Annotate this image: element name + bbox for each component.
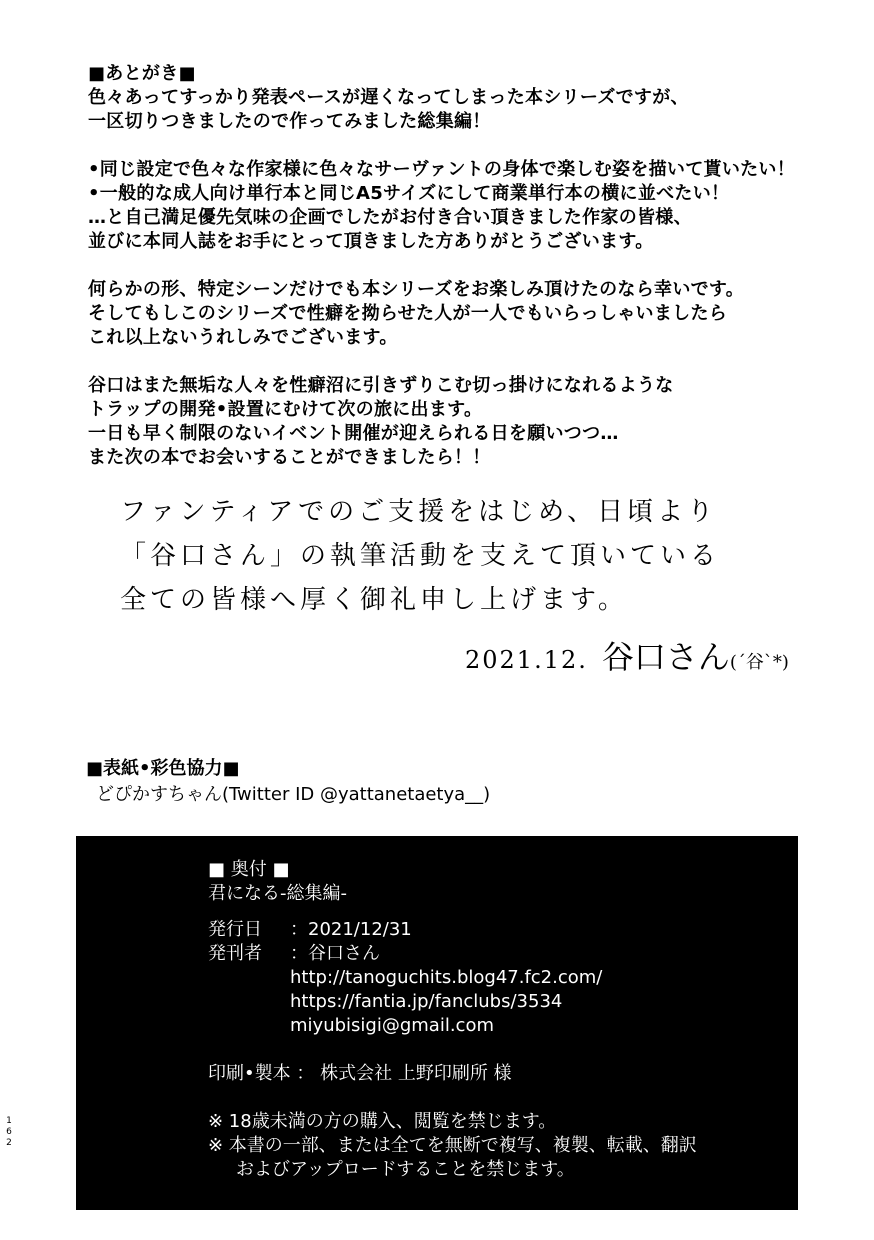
afterword-line: •一般的な成人向け単行本と同じA5サイズにして商業単行本の横に並べたい！	[88, 183, 730, 204]
colophon-publisher-row	[208, 942, 697, 966]
printer-value: 株式会社 上野印刷所 様	[320, 1063, 512, 1084]
colophon-heading: ■ 奥付 ■	[208, 859, 290, 880]
signature-date: 2021.12.	[465, 646, 588, 674]
colophon-date-row	[208, 918, 697, 942]
date-label: 発行日	[208, 919, 262, 940]
fantia-link[interactable]: https://fantia.jp/fanclubs/3534	[290, 991, 563, 1012]
afterword-line: 一日も早く制限のないイベント開催が迎えられる日を願いつつ…	[88, 423, 619, 444]
afterword-line: …と自己満足優先気味の企画でしたがお付き合い頂きました作家の皆様、	[88, 207, 692, 228]
handwritten-line: 全ての皆様へ厚く御礼申し上げます。	[120, 585, 628, 615]
afterword	[88, 62, 848, 470]
afterword-line: 色々あってすっかり発表ペースが遅くなってしまった本シリーズですが、	[88, 87, 689, 108]
credits-heading: ■表紙•彩色協力■	[86, 758, 240, 779]
publisher-label: 発刊者	[208, 943, 262, 964]
blog-link[interactable]: http://tanoguchits.blog47.fc2.com/	[290, 967, 603, 988]
afterword-line: トラップの開発•設置にむけて次の旅に出ます。	[88, 399, 483, 420]
afterword-line: また次の本でお会いすることができましたら！！	[88, 447, 491, 468]
signature	[465, 632, 789, 678]
afterword-line: 並びに本同人誌をお手にとって頂きました方ありがとうございます。	[88, 231, 654, 252]
cover-credits	[86, 756, 490, 808]
handwritten-line: ファンティアでのご支援をはじめ、日頃より	[120, 497, 718, 527]
afterword-line: これ以上ないうれしみでございます。	[88, 327, 398, 348]
publisher-value: 谷口さん	[308, 943, 380, 964]
printing-label: 印刷•製本	[208, 1063, 291, 1084]
email-link[interactable]: miyubisigi@gmail.com	[290, 1015, 494, 1036]
afterword-line: そしてもしこのシリーズで性癖を拗らせた人が一人でもいらっしゃいましたら	[88, 303, 728, 324]
notice-copy: ※ 本書の一部、または全てを無断で複写、複製、転載、翻訳	[208, 1135, 697, 1156]
afterword-line: 何らかの形、特定シーンだけでも本シリーズをお楽しみ頂けたのなら幸いです。	[88, 279, 745, 300]
colophon-box	[76, 836, 798, 1210]
colophon-title: 君になる-総集編-	[208, 883, 347, 904]
signature-name: 谷口さん	[601, 638, 730, 676]
afterword-line: •同じ設定で色々な作家様に色々なサーヴァントの身体で楽しむ姿を描いて貰いたい！	[88, 159, 796, 180]
colophon-printing-row	[208, 1062, 697, 1086]
separator: ：	[290, 943, 308, 964]
separator: ：	[296, 1063, 315, 1084]
afterword-line: 一区切りつきましたので作ってみました総集編！	[88, 111, 491, 132]
date-value: 2021/12/31	[308, 919, 412, 940]
handwritten-thanks	[120, 490, 820, 622]
notice-age: ※ 18歳未満の方の購入、閲覧を禁じます。	[208, 1111, 557, 1132]
page-number: 162	[6, 1116, 12, 1148]
credits-value: どぴかすちゃん(Twitter ID @yattanetaetya__)	[96, 784, 491, 805]
handwritten-line: 「谷口さん」の執筆活動を支えて頂いている	[120, 541, 721, 571]
separator: ：	[290, 919, 308, 940]
afterword-heading: ■あとがき■	[88, 63, 196, 84]
afterword-line: 谷口はまた無垢な人々を性癖沼に引きずりこむ切っ掛けになれるような	[88, 375, 674, 396]
notice-upload: およびアップロードすることを禁じます。	[236, 1159, 575, 1180]
signature-emoticon: (´谷`*)	[729, 652, 789, 673]
